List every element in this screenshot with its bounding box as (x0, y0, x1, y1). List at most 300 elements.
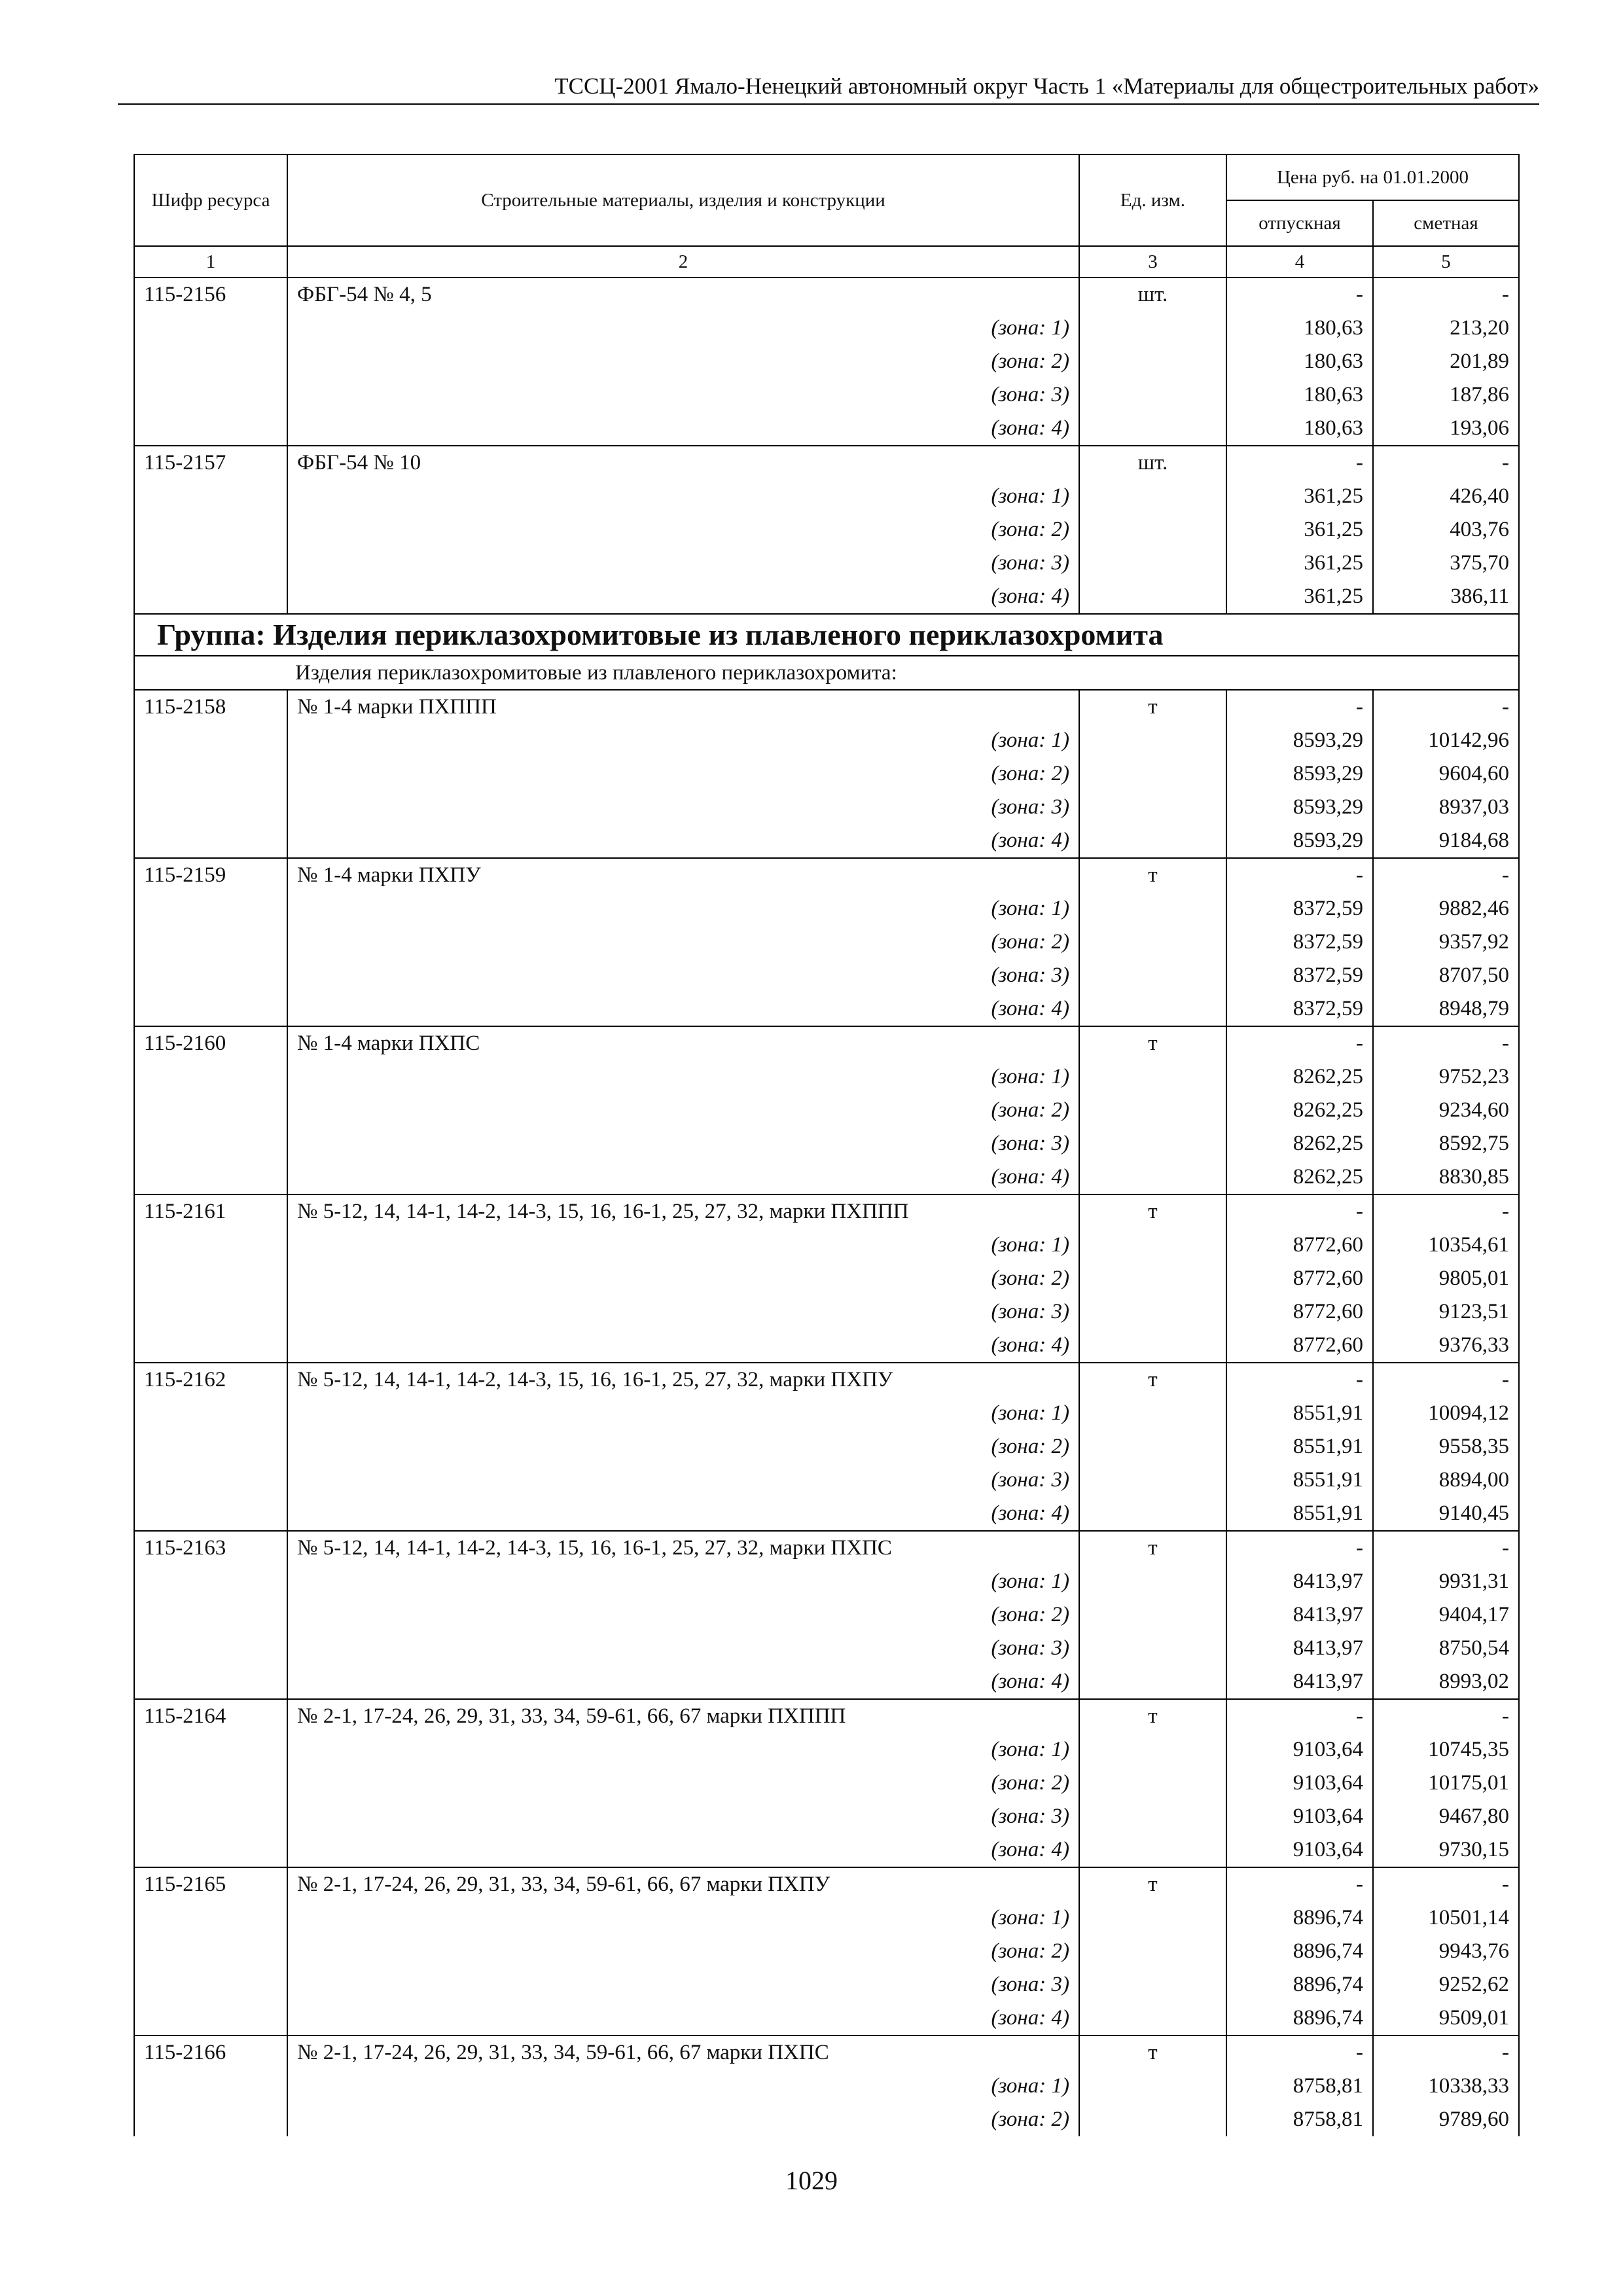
table-row (134, 1867, 1519, 1901)
zone-label: (зона: 2) (287, 925, 1079, 959)
unit (1079, 1127, 1226, 1160)
unit (1079, 757, 1226, 791)
resource-code (134, 992, 287, 1026)
resource-code (134, 580, 287, 614)
unit (1079, 1935, 1226, 1968)
table-row (134, 1026, 1519, 1060)
group-title-row (134, 614, 1519, 656)
zone-label: (зона: 4) (287, 2001, 1079, 2036)
resource-code (134, 1160, 287, 1194)
unit: т (1079, 858, 1226, 892)
resource-code (134, 1598, 287, 1632)
material-name: ФБГ-54 № 4, 5 (287, 278, 1079, 312)
unit (1079, 1665, 1226, 1699)
zone-row (134, 1733, 1519, 1767)
zone-label: (зона: 2) (287, 345, 1079, 378)
resource-code (134, 2001, 287, 2036)
estimate-price: 9943,76 (1373, 1935, 1519, 1968)
release-price: - (1226, 1867, 1373, 1901)
resource-code (134, 1497, 287, 1531)
zone-label: (зона: 4) (287, 992, 1079, 1026)
zone-row (134, 1397, 1519, 1430)
zone-row (134, 925, 1519, 959)
release-price: 8413,97 (1226, 1632, 1373, 1665)
zone-row (134, 1329, 1519, 1363)
zone-label: (зона: 1) (287, 724, 1079, 757)
release-price: 361,25 (1226, 580, 1373, 614)
release-price: 361,25 (1226, 513, 1373, 547)
col-number: 1 (134, 246, 287, 278)
resource-code (134, 1329, 287, 1363)
estimate-price: 9252,62 (1373, 1968, 1519, 2001)
release-price: 8413,97 (1226, 1565, 1373, 1598)
resource-code (134, 1463, 287, 1497)
estimate-price: 9604,60 (1373, 757, 1519, 791)
resource-code (134, 2103, 287, 2136)
material-name: № 2-1, 17-24, 26, 29, 31, 33, 34, 59-61, 66, 67 марки ПХППП (287, 1699, 1079, 1733)
zone-row (134, 480, 1519, 513)
resource-code (134, 892, 287, 925)
estimate-price: 10745,35 (1373, 1733, 1519, 1767)
zone-label: (зона: 1) (287, 1060, 1079, 1094)
release-price: 9103,64 (1226, 1833, 1373, 1867)
zone-label: (зона: 3) (287, 1968, 1079, 2001)
unit (1079, 480, 1226, 513)
release-price: 8551,91 (1226, 1463, 1373, 1497)
estimate-price: 9123,51 (1373, 1295, 1519, 1329)
unit (1079, 824, 1226, 858)
zone-label: (зона: 1) (287, 1229, 1079, 1262)
zone-label: (зона: 1) (287, 1397, 1079, 1430)
resource-code (134, 547, 287, 580)
release-price: 8262,25 (1226, 1160, 1373, 1194)
release-price: 8262,25 (1226, 1127, 1373, 1160)
zone-row (134, 757, 1519, 791)
group-title: Группа: Изделия периклазохромитовые из плавленого периклазохромита (134, 614, 1519, 656)
resource-code (134, 480, 287, 513)
column-number-row (134, 246, 1519, 278)
page-number: 1029 (785, 2166, 838, 2195)
resource-code (134, 959, 287, 992)
zone-row (134, 1430, 1519, 1463)
material-name: № 1-4 марки ПХПУ (287, 858, 1079, 892)
resource-code (134, 1767, 287, 1800)
estimate-price: - (1373, 1194, 1519, 1229)
zone-label: (зона: 1) (287, 1901, 1079, 1935)
estimate-price: 9357,92 (1373, 925, 1519, 959)
header-rule (118, 103, 1539, 105)
estimate-price: - (1373, 858, 1519, 892)
unit (1079, 2070, 1226, 2103)
zone-label: (зона: 2) (287, 757, 1079, 791)
table-row (134, 2036, 1519, 2070)
release-price: 180,63 (1226, 378, 1373, 412)
unit (1079, 925, 1226, 959)
release-price: - (1226, 1699, 1373, 1733)
release-price: - (1226, 1026, 1373, 1060)
unit (1079, 580, 1226, 614)
zone-row (134, 1463, 1519, 1497)
zone-row (134, 892, 1519, 925)
estimate-price: 8750,54 (1373, 1632, 1519, 1665)
unit: т (1079, 1026, 1226, 1060)
resource-code (134, 824, 287, 858)
table-body-before-group (134, 278, 1519, 614)
estimate-price: 8937,03 (1373, 791, 1519, 824)
release-price: 8262,25 (1226, 1060, 1373, 1094)
zone-label: (зона: 1) (287, 312, 1079, 345)
resource-code: 115-2164 (134, 1699, 287, 1733)
release-price: 8372,59 (1226, 925, 1373, 959)
release-price: 8896,74 (1226, 2001, 1373, 2036)
release-price: 8372,59 (1226, 892, 1373, 925)
release-price: 180,63 (1226, 312, 1373, 345)
estimate-price: - (1373, 1026, 1519, 1060)
unit: шт. (1079, 446, 1226, 480)
estimate-price: 9882,46 (1373, 892, 1519, 925)
release-price: 8413,97 (1226, 1598, 1373, 1632)
zone-label: (зона: 2) (287, 2103, 1079, 2136)
release-price: 8372,59 (1226, 992, 1373, 1026)
release-price: 9103,64 (1226, 1800, 1373, 1833)
release-price: 9103,64 (1226, 1733, 1373, 1767)
estimate-price: 8707,50 (1373, 959, 1519, 992)
zone-label: (зона: 3) (287, 1632, 1079, 1665)
zone-row (134, 824, 1519, 858)
resource-code: 115-2159 (134, 858, 287, 892)
table-row (134, 1699, 1519, 1733)
unit (1079, 1901, 1226, 1935)
estimate-price: 10354,61 (1373, 1229, 1519, 1262)
estimate-price: - (1373, 446, 1519, 480)
estimate-price: 426,40 (1373, 480, 1519, 513)
release-price: - (1226, 2036, 1373, 2070)
zone-row (134, 1262, 1519, 1295)
release-price: 8551,91 (1226, 1397, 1373, 1430)
zone-row (134, 992, 1519, 1026)
unit (1079, 1833, 1226, 1867)
unit: т (1079, 1531, 1226, 1565)
release-price: - (1226, 278, 1373, 312)
zone-label: (зона: 2) (287, 1598, 1079, 1632)
resource-code (134, 925, 287, 959)
table-row (134, 1531, 1519, 1565)
release-price: 8758,81 (1226, 2103, 1373, 2136)
col-number: 2 (287, 246, 1079, 278)
col-header-release-price: отпускная (1226, 200, 1373, 246)
zone-label: (зона: 3) (287, 378, 1079, 412)
zone-label: (зона: 3) (287, 1295, 1079, 1329)
zone-row (134, 1094, 1519, 1127)
release-price: - (1226, 1363, 1373, 1397)
zone-label: (зона: 4) (287, 412, 1079, 446)
release-price: 8772,60 (1226, 1295, 1373, 1329)
table-row (134, 1363, 1519, 1397)
estimate-price: 187,86 (1373, 378, 1519, 412)
release-price: 8551,91 (1226, 1497, 1373, 1531)
release-price: - (1226, 858, 1373, 892)
unit (1079, 1094, 1226, 1127)
zone-label: (зона: 1) (287, 480, 1079, 513)
zone-row (134, 724, 1519, 757)
release-price: 8772,60 (1226, 1229, 1373, 1262)
zone-label: (зона: 1) (287, 1733, 1079, 1767)
release-price: 8593,29 (1226, 724, 1373, 757)
estimate-price: 10175,01 (1373, 1767, 1519, 1800)
material-name: № 5-12, 14, 14-1, 14-2, 14-3, 15, 16, 16-1, 25, 27, 32, марки ПХПС (287, 1531, 1079, 1565)
estimate-price: 10501,14 (1373, 1901, 1519, 1935)
resource-code (134, 1094, 287, 1127)
zone-label: (зона: 4) (287, 1160, 1079, 1194)
zone-row (134, 1833, 1519, 1867)
zone-label: (зона: 2) (287, 1094, 1079, 1127)
col-header-price-group: Цена руб. на 01.01.2000 (1226, 154, 1519, 200)
zone-row (134, 412, 1519, 446)
resource-code (134, 791, 287, 824)
zone-label: (зона: 2) (287, 1935, 1079, 1968)
zone-label: (зона: 4) (287, 580, 1079, 614)
resource-code (134, 1800, 287, 1833)
col-header-unit: Ед. изм. (1079, 154, 1226, 246)
estimate-price: 8948,79 (1373, 992, 1519, 1026)
col-number: 4 (1226, 246, 1373, 278)
estimate-price: 9404,17 (1373, 1598, 1519, 1632)
zone-row (134, 1497, 1519, 1531)
unit (1079, 1430, 1226, 1463)
zone-label: (зона: 4) (287, 824, 1079, 858)
resource-code (134, 1665, 287, 1699)
resource-code (134, 1397, 287, 1430)
release-price: 180,63 (1226, 412, 1373, 446)
col-header-estimate-price: сметная (1373, 200, 1519, 246)
unit (1079, 1598, 1226, 1632)
release-price: 8772,60 (1226, 1329, 1373, 1363)
unit (1079, 1632, 1226, 1665)
zone-label: (зона: 3) (287, 959, 1079, 992)
estimate-price: 213,20 (1373, 312, 1519, 345)
release-price: 8262,25 (1226, 1094, 1373, 1127)
material-name: № 1-4 марки ПХППП (287, 690, 1079, 724)
unit (1079, 1733, 1226, 1767)
unit (1079, 1800, 1226, 1833)
zone-row (134, 1127, 1519, 1160)
group-subtitle-row (134, 656, 1519, 690)
release-price: 8896,74 (1226, 1935, 1373, 1968)
unit (1079, 1565, 1226, 1598)
resource-code (134, 1733, 287, 1767)
col-header-name: Строительные материалы, изделия и конструкции (287, 154, 1079, 246)
estimate-price: 9234,60 (1373, 1094, 1519, 1127)
estimate-price: 9752,23 (1373, 1060, 1519, 1094)
resource-code (134, 1262, 287, 1295)
unit: т (1079, 690, 1226, 724)
estimate-price: 8830,85 (1373, 1160, 1519, 1194)
unit (1079, 1767, 1226, 1800)
zone-row (134, 2070, 1519, 2103)
table-row (134, 278, 1519, 312)
release-price: 8772,60 (1226, 1262, 1373, 1295)
estimate-price: 9730,15 (1373, 1833, 1519, 1867)
estimate-price: 9376,33 (1373, 1329, 1519, 1363)
zone-label: (зона: 4) (287, 1329, 1079, 1363)
unit (1079, 1060, 1226, 1094)
zone-row (134, 1800, 1519, 1833)
unit (1079, 1229, 1226, 1262)
resource-code (134, 2070, 287, 2103)
zone-label: (зона: 1) (287, 892, 1079, 925)
unit: т (1079, 2036, 1226, 2070)
unit (1079, 1329, 1226, 1363)
resource-code (134, 1127, 287, 1160)
resource-code (134, 1565, 287, 1598)
estimate-price: - (1373, 690, 1519, 724)
running-header: ТССЦ-2001 Ямало-Ненецкий автономный округ Часть 1 «Материалы для общестроительных работ» (554, 73, 1539, 99)
zone-label: (зона: 3) (287, 547, 1079, 580)
estimate-price: 9509,01 (1373, 2001, 1519, 2036)
resource-code: 115-2165 (134, 1867, 287, 1901)
unit: т (1079, 1867, 1226, 1901)
resource-code (134, 1968, 287, 2001)
zone-row (134, 1901, 1519, 1935)
resource-code (134, 412, 287, 446)
estimate-price: 403,76 (1373, 513, 1519, 547)
estimate-price: 10142,96 (1373, 724, 1519, 757)
unit (1079, 312, 1226, 345)
estimate-price: 10338,33 (1373, 2070, 1519, 2103)
table-row (134, 690, 1519, 724)
resource-code: 115-2157 (134, 446, 287, 480)
material-name: ФБГ-54 № 10 (287, 446, 1079, 480)
unit: т (1079, 1194, 1226, 1229)
group-subtitle: Изделия периклазохромитовые из плавленого периклазохромита: (134, 656, 1519, 690)
zone-row (134, 312, 1519, 345)
unit (1079, 992, 1226, 1026)
zone-row (134, 2103, 1519, 2136)
estimate-price: - (1373, 1867, 1519, 1901)
unit (1079, 959, 1226, 992)
release-price: 8593,29 (1226, 824, 1373, 858)
zone-row (134, 791, 1519, 824)
col-number: 3 (1079, 246, 1226, 278)
zone-row (134, 345, 1519, 378)
zone-row (134, 1060, 1519, 1094)
unit (1079, 345, 1226, 378)
estimate-price: 386,11 (1373, 580, 1519, 614)
unit (1079, 2001, 1226, 2036)
release-price: 8593,29 (1226, 791, 1373, 824)
unit: т (1079, 1699, 1226, 1733)
zone-row (134, 378, 1519, 412)
resource-code (134, 1901, 287, 1935)
release-price: - (1226, 690, 1373, 724)
resource-code (134, 513, 287, 547)
material-name: № 2-1, 17-24, 26, 29, 31, 33, 34, 59-61, 66, 67 марки ПХПС (287, 2036, 1079, 2070)
table-header-row (134, 154, 1519, 200)
zone-row (134, 1598, 1519, 1632)
unit (1079, 412, 1226, 446)
zone-row (134, 1632, 1519, 1665)
release-price: 8896,74 (1226, 1901, 1373, 1935)
estimate-price: 9558,35 (1373, 1430, 1519, 1463)
unit: т (1079, 1363, 1226, 1397)
estimate-price: - (1373, 2036, 1519, 2070)
estimate-price: 10094,12 (1373, 1397, 1519, 1430)
resource-code (134, 1430, 287, 1463)
release-price: 8551,91 (1226, 1430, 1373, 1463)
material-name: № 1-4 марки ПХПС (287, 1026, 1079, 1060)
unit (1079, 791, 1226, 824)
resource-code (134, 1632, 287, 1665)
material-name: № 5-12, 14, 14-1, 14-2, 14-3, 15, 16, 16-1, 25, 27, 32, марки ПХПУ (287, 1363, 1079, 1397)
zone-label: (зона: 4) (287, 1497, 1079, 1531)
price-table (134, 154, 1520, 2136)
estimate-price: 375,70 (1373, 547, 1519, 580)
release-price: - (1226, 1531, 1373, 1565)
material-name: № 5-12, 14, 14-1, 14-2, 14-3, 15, 16, 16-1, 25, 27, 32, марки ПХППП (287, 1194, 1079, 1229)
material-name: № 2-1, 17-24, 26, 29, 31, 33, 34, 59-61, 66, 67 марки ПХПУ (287, 1867, 1079, 1901)
estimate-price: - (1373, 278, 1519, 312)
zone-label: (зона: 2) (287, 513, 1079, 547)
estimate-price: - (1373, 1363, 1519, 1397)
zone-row (134, 547, 1519, 580)
resource-code: 115-2162 (134, 1363, 287, 1397)
zone-row (134, 1160, 1519, 1194)
unit (1079, 378, 1226, 412)
unit: шт. (1079, 278, 1226, 312)
zone-label: (зона: 2) (287, 1262, 1079, 1295)
zone-label: (зона: 4) (287, 1665, 1079, 1699)
estimate-price: 9931,31 (1373, 1565, 1519, 1598)
zone-row (134, 1767, 1519, 1800)
release-price: 8593,29 (1226, 757, 1373, 791)
zone-label: (зона: 4) (287, 1833, 1079, 1867)
zone-row (134, 580, 1519, 614)
estimate-price: - (1373, 1531, 1519, 1565)
unit (1079, 1295, 1226, 1329)
resource-code: 115-2160 (134, 1026, 287, 1060)
resource-code: 115-2156 (134, 278, 287, 312)
group-heading (134, 614, 1519, 690)
unit (1079, 1463, 1226, 1497)
zone-row (134, 1565, 1519, 1598)
zone-label: (зона: 2) (287, 1767, 1079, 1800)
unit (1079, 724, 1226, 757)
release-price: 361,25 (1226, 480, 1373, 513)
estimate-price: 8592,75 (1373, 1127, 1519, 1160)
resource-code: 115-2158 (134, 690, 287, 724)
estimate-price: - (1373, 1699, 1519, 1733)
estimate-price: 9789,60 (1373, 2103, 1519, 2136)
zone-row (134, 1295, 1519, 1329)
release-price: 8758,81 (1226, 2070, 1373, 2103)
estimate-price: 9140,45 (1373, 1497, 1519, 1531)
release-price: 180,63 (1226, 345, 1373, 378)
zone-row (134, 1665, 1519, 1699)
estimate-price: 9184,68 (1373, 824, 1519, 858)
estimate-price: 193,06 (1373, 412, 1519, 446)
zone-label: (зона: 3) (287, 791, 1079, 824)
zone-label: (зона: 3) (287, 1127, 1079, 1160)
resource-code (134, 378, 287, 412)
resource-code (134, 757, 287, 791)
resource-code: 115-2163 (134, 1531, 287, 1565)
resource-code (134, 1295, 287, 1329)
unit (1079, 1968, 1226, 2001)
unit (1079, 547, 1226, 580)
table-body-group (134, 690, 1519, 2136)
release-price: 9103,64 (1226, 1767, 1373, 1800)
resource-code (134, 345, 287, 378)
